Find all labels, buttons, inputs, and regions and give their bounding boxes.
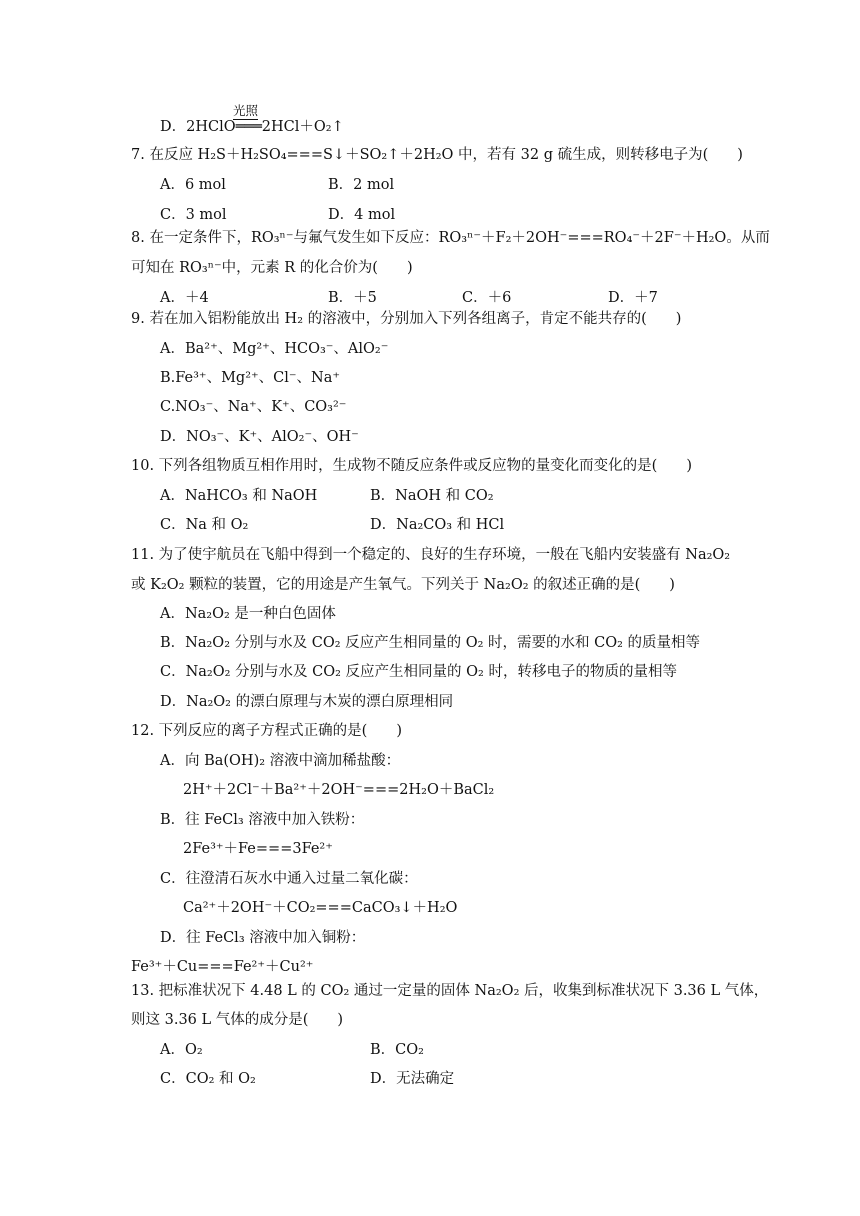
q9-stem: 9. 若在加入铝粉能放出 H₂ 的溶液中，分别加入下列各组离子，肯定不能共存的( )	[131, 311, 682, 327]
q7-option-b: B．2 mol	[328, 177, 395, 193]
q13-option-a: A．O₂	[160, 1042, 203, 1058]
q8-option-a: A．＋4	[160, 290, 209, 306]
q8-option-c: C．＋6	[462, 290, 512, 306]
q9-option-a: A．Ba²⁺、Mg²⁺、HCO₃⁻、AlO₂⁻	[160, 341, 389, 357]
q11-stem-line2: 或 K₂O₂ 颗粒的装置，它的用途是产生氧气。下列关于 Na₂O₂ 的叙述正确的是( )	[131, 577, 675, 593]
q12-option-b: B．往 FeCl₃ 溶液中加入铁粉：	[160, 812, 365, 828]
q11-option-a: A．Na₂O₂ 是一种白色固体	[160, 606, 336, 622]
q11-option-d: D．Na₂O₂ 的漂白原理与木炭的漂白原理相同	[160, 694, 454, 710]
q12-option-a: A．向 Ba(OH)₂ 溶液中滴加稀盐酸：	[160, 753, 401, 769]
q9-option-b: B.Fe³⁺、Mg²⁺、Cl⁻、Na⁺	[160, 370, 341, 386]
q13-option-b: B．CO₂	[370, 1042, 424, 1058]
q10-stem: 10. 下列各组物质互相作用时，生成物不随反应条件或反应物的量变化而变化的是( )	[131, 458, 692, 474]
q8-stem-line2: 可知在 RO₃ⁿ⁻中，元素 R 的化合价为( )	[131, 260, 413, 276]
q11-option-c: C．Na₂O₂ 分别与水及 CO₂ 反应产生相同量的 O₂ 时，转移电子的物质的量相等	[160, 664, 677, 680]
q13-option-d: D．无法确定	[370, 1071, 455, 1087]
q11-stem-line1: 11. 为了使宇航员在飞船中得到一个稳定的、良好的生存环境，一般在飞船内安装盛有 Na₂O₂	[131, 547, 731, 563]
q7-option-c: C．3 mol	[160, 207, 227, 223]
q7-option-d: D．4 mol	[328, 207, 396, 223]
q12-option-d-equation: Fe³⁺＋Cu===Fe²⁺＋Cu²⁺	[131, 959, 314, 975]
q12-option-b-equation: 2Fe³⁺＋Fe===3Fe²⁺	[183, 841, 333, 857]
q7-option-a: A．6 mol	[160, 177, 226, 193]
q12-option-a-equation: 2H⁺＋2Cl⁻＋Ba²⁺＋2OH⁻===2H₂O＋BaCl₂	[183, 782, 495, 798]
q9-option-c: C.NO₃⁻、Na⁺、K⁺、CO₃²⁻	[160, 399, 347, 415]
q11-option-b: B．Na₂O₂ 分别与水及 CO₂ 反应产生相同量的 O₂ 时，需要的水和 CO₂ 的质量相等	[160, 635, 701, 651]
q12-option-c: C．往澄清石灰水中通入过量二氧化碳：	[160, 871, 418, 887]
q10-option-d: D．Na₂CO₃ 和 HCl	[370, 517, 505, 533]
q8-option-d: D．＋7	[608, 290, 658, 306]
q12-stem: 12. 下列反应的离子方程式正确的是( )	[131, 723, 402, 739]
q12-option-d: D．往 FeCl₃ 溶液中加入铜粉：	[160, 930, 366, 946]
q10-option-b: B．NaOH 和 CO₂	[370, 488, 494, 504]
q6-option-d: D．2HClO═══2HCl＋O₂↑	[160, 119, 344, 135]
q8-stem-line1: 8. 在一定条件下，RO₃ⁿ⁻与氟气发生如下反应：RO₃ⁿ⁻＋F₂＋2OH⁻===RO₄⁻＋2F⁻＋H₂O。从而	[131, 230, 770, 246]
q13-stem-line2: 则这 3.36 L 气体的成分是( )	[131, 1012, 344, 1028]
q12-option-c-equation: Ca²⁺＋2OH⁻＋CO₂===CaCO₃↓＋H₂O	[183, 900, 458, 916]
q13-stem-line1: 13. 把标准状况下 4.48 L 的 CO₂ 通过一定量的固体 Na₂O₂ 后，收集到标准状况下 3.36 L 气体，	[131, 983, 769, 999]
q13-option-c: C．CO₂ 和 O₂	[160, 1071, 256, 1087]
q9-option-d: D．NO₃⁻、K⁺、AlO₂⁻、OH⁻	[160, 429, 359, 445]
q8-option-b: B．＋5	[328, 290, 377, 306]
reaction-condition-label: 光照	[233, 103, 259, 118]
q10-option-a: A．NaHCO₃ 和 NaOH	[160, 488, 318, 504]
q10-option-c: C．Na 和 O₂	[160, 517, 249, 533]
q7-stem: 7. 在反应 H₂S＋H₂SO₄===S↓＋SO₂↑＋2H₂O 中，若有 32 g 硫生成，则转移电子为( )	[131, 147, 743, 163]
